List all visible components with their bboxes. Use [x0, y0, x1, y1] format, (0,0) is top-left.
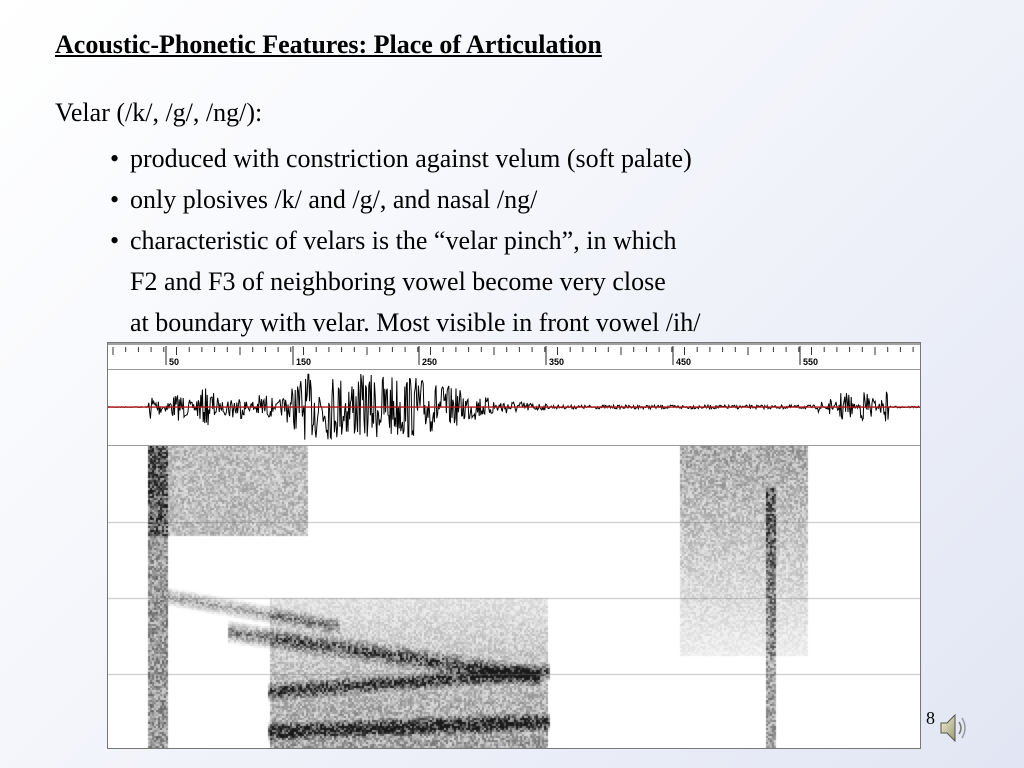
bullet-text: characteristic of velars is the “velar pinch”, in which — [130, 226, 677, 255]
speech-figure — [107, 342, 921, 749]
slide-title: Acoustic-Phonetic Features: Place of Articulation — [55, 30, 602, 59]
bullet-text: at boundary with velar. Most visible in front vowel /ih/ — [130, 308, 701, 337]
bullet-dot: • — [110, 144, 120, 173]
spectrogram-plot — [108, 446, 920, 748]
ruler-label: 250 — [422, 357, 438, 367]
bullet-item — [110, 220, 700, 343]
ruler-label: 150 — [296, 357, 312, 367]
waveform-plot — [108, 369, 920, 446]
bullet-item — [110, 179, 700, 220]
bullet-text: F2 and F3 of neighboring vowel become very close — [130, 267, 666, 296]
speaker-icon[interactable] — [935, 708, 971, 748]
ruler-label: 350 — [549, 357, 565, 367]
ruler-label: 550 — [803, 357, 819, 367]
slide-number: 8 — [926, 708, 935, 728]
ruler-label: 450 — [676, 357, 692, 367]
bullet-item — [110, 138, 700, 179]
time-ruler — [108, 343, 920, 369]
bullet-text: only plosives /k/ and /g/, and nasal /ng/ — [130, 185, 538, 214]
bullet-dot: • — [110, 226, 120, 255]
bullet-dot: • — [110, 185, 120, 214]
section-intro: Velar (/k/, /g/, /ng/): — [55, 98, 263, 127]
ruler-label: 50 — [169, 357, 180, 367]
bullet-list — [110, 138, 700, 343]
bullet-text: produced with constriction against velum (soft palate) — [130, 144, 692, 173]
